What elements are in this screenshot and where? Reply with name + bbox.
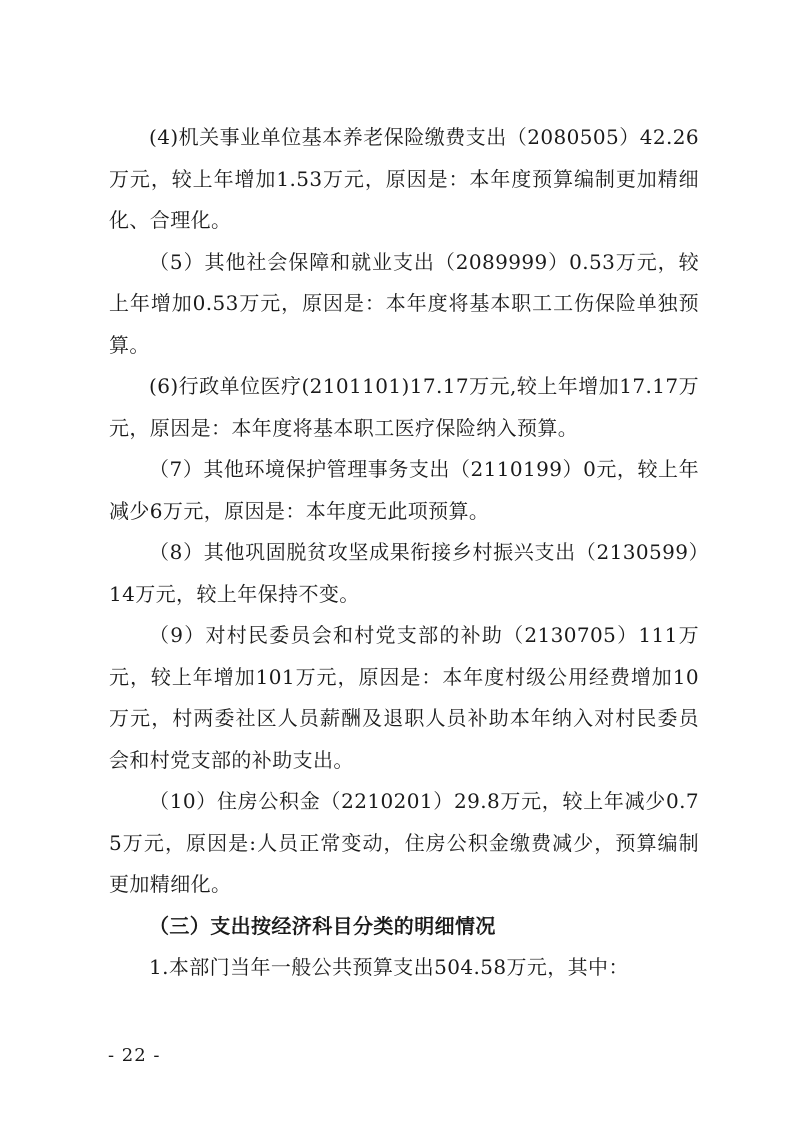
paragraph-item-6: (6)行政单位医疗(2101101)17.17万元,较上年增加17.17万元，原因是：本年度将基本职工医疗保险纳入预算。: [109, 374, 699, 440]
page-number: - 22 -: [108, 1045, 161, 1066]
paragraph-item-10: （10）住房公积金（2210201）29.8万元，较上年减少0.75万元，原因是:人员正常变动，住房公积金缴费减少，预算编制更加精细化。: [109, 789, 699, 896]
paragraph-item-4: (4)机关事业单位基本养老保险缴费支出（2080505）42.26万元，较上年增加1.53万元，原因是：本年度预算编制更加精细化、合理化。: [109, 125, 699, 232]
paragraph-item-9: （9）对村民委员会和村党支部的补助（2130705）111万元，较上年增加101万元，原因是：本年度村级公用经费增加10万元，村两委社区人员薪酬及退职人员补助本年纳入对村民委员会和村党支部的补助支出。: [109, 623, 699, 772]
paragraph-item-8: （8）其他巩固脱贫攻坚成果衔接乡村振兴支出（2130599）14万元，较上年保持不变。: [109, 540, 699, 606]
paragraph-expense-summary: 1.本部门当年一般公共预算支出504.58万元，其中：: [149, 955, 629, 979]
section-heading: （三）支出按经济科目分类的明细情况: [149, 913, 496, 938]
paragraph-item-5: （5）其他社会保障和就业支出（2089999）0.53万元，较上年增加0.53万元，原因是：本年度将基本职工工伤保险单独预算。: [109, 249, 699, 357]
paragraph-item-7: （7）其他环境保护管理事务支出（2110199）0元，较上年减少6万元，原因是：本年度无此项预算。: [109, 457, 699, 523]
body-text: [109, 117, 699, 989]
